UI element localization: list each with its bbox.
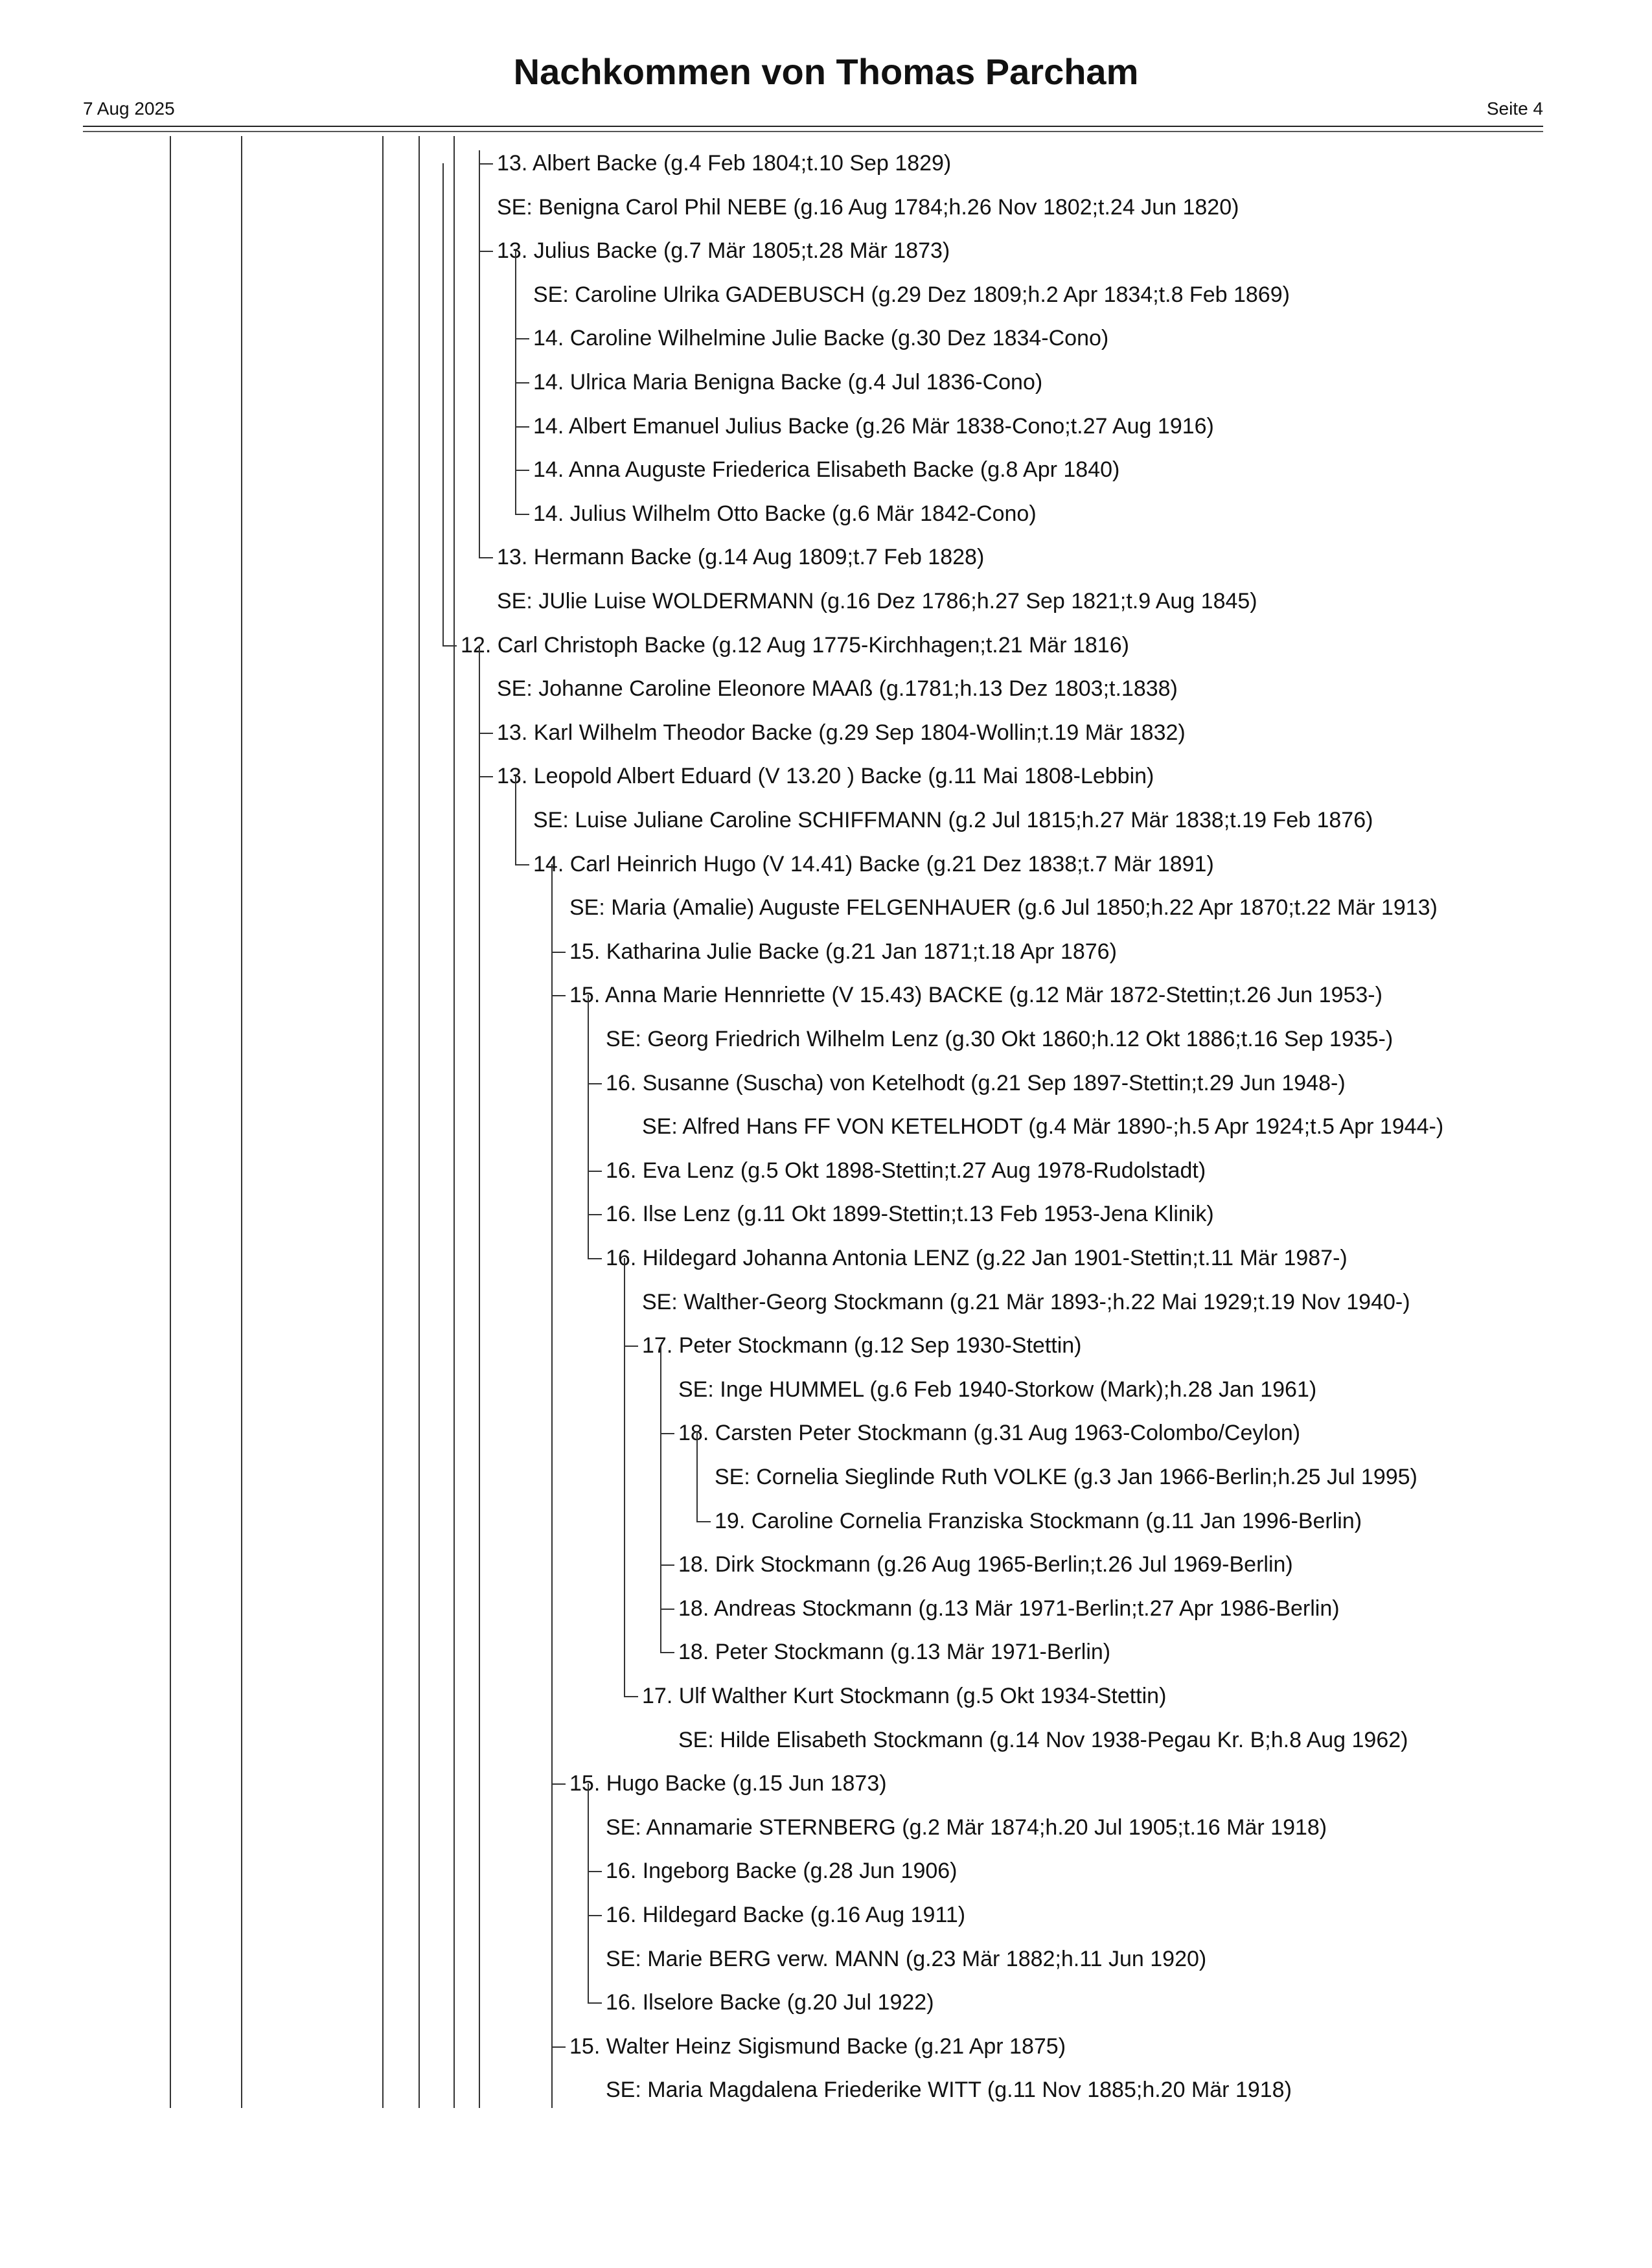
spouse-entry: SE: Georg Friedrich Wilhelm Lenz (g.30 Okt 1860;h.12 Okt 1886;t.16 Sep 1935-) bbox=[606, 1027, 1394, 1051]
tree-branch-line bbox=[479, 733, 480, 777]
tree-connector bbox=[588, 1171, 602, 1172]
tree-branch-line bbox=[660, 1346, 661, 1433]
tree-connector bbox=[515, 470, 529, 471]
tree-connector bbox=[660, 1433, 674, 1434]
spouse-entry: SE: Hilde Elisabeth Stockmann (g.14 Nov 1938-Pegau Kr. B;h.8 Aug 1962) bbox=[678, 1727, 1408, 1752]
tree-branch-line bbox=[551, 864, 553, 952]
spouse-entry: SE: Maria Magdalena Friederike WITT (g.11 Nov 1885;h.20 Mär 1918) bbox=[606, 2078, 1292, 2103]
descendant-entry: 17. Peter Stockmann (g.12 Sep 1930-Stettin) bbox=[642, 1333, 1082, 1358]
tree-branch-line bbox=[588, 1871, 589, 1915]
tree-branch-line bbox=[588, 995, 589, 1082]
tree-connector bbox=[551, 952, 566, 953]
tree-connector bbox=[588, 2002, 602, 2004]
tree-connector bbox=[515, 382, 529, 384]
tree-branch-line bbox=[515, 776, 516, 864]
tree-connector bbox=[588, 1871, 602, 1872]
tree-branch-line bbox=[588, 1783, 589, 1871]
spouse-entry: SE: Inge HUMMEL (g.6 Feb 1940-Storkow (Mark);h.28 Jan 1961) bbox=[678, 1377, 1317, 1402]
ancestor-guide-line bbox=[241, 136, 242, 2108]
descendant-entry: 13. Julius Backe (g.7 Mär 1805;t.28 Mär 1873) bbox=[497, 238, 950, 264]
descendant-entry: 13. Karl Wilhelm Theodor Backe (g.29 Sep 1804-Wollin;t.19 Mär 1832) bbox=[497, 720, 1186, 745]
tree-branch-line bbox=[624, 1258, 625, 1346]
ancestor-guide-line bbox=[419, 136, 420, 2108]
descendant-entry: 15. Anna Marie Hennriette (V 15.43) BACKE (g.12 Mär 1872-Stettin;t.26 Jun 1953-) bbox=[569, 983, 1382, 1008]
descendant-entry: 18. Carsten Peter Stockmann (g.31 Aug 1963-Colombo/Ceylon) bbox=[678, 1421, 1301, 1446]
tree-branch-line bbox=[660, 1564, 661, 1609]
descendant-entry: 16. Hildegard Johanna Antonia LENZ (g.22 Jan 1901-Stettin;t.11 Mär 1987-) bbox=[606, 1246, 1348, 1270]
tree-connector bbox=[551, 2046, 566, 2048]
tree-connector bbox=[660, 1652, 674, 1653]
tree-connector bbox=[624, 1346, 638, 1347]
spouse-entry: SE: Benigna Carol Phil NEBE (g.16 Aug 1784;h.26 Nov 1802;t.24 Jun 1820) bbox=[497, 194, 1239, 220]
descendant-entry: 12. Carl Christoph Backe (g.12 Aug 1775-Kirchhagen;t.21 Mär 1816) bbox=[461, 632, 1129, 658]
tree-branch-line bbox=[479, 150, 480, 163]
tree-connector bbox=[551, 1783, 566, 1785]
descendant-entry: 14. Julius Wilhelm Otto Backe (g.6 Mär 1842-Cono) bbox=[533, 501, 1037, 526]
descendant-entry: 13. Leopold Albert Eduard (V 13.20 ) Backe (g.11 Mai 1808-Lebbin) bbox=[497, 764, 1154, 789]
spouse-entry: SE: Cornelia Sieglinde Ruth VOLKE (g.3 Jan 1966-Berlin;h.25 Jul 1995) bbox=[715, 1465, 1417, 1489]
tree-branch-line bbox=[551, 1783, 553, 2046]
tree-branch-line bbox=[588, 1171, 589, 1215]
ancestor-guide-line bbox=[453, 136, 455, 2108]
descendant-entry: 13. Albert Backe (g.4 Feb 1804;t.10 Sep 1829) bbox=[497, 151, 952, 176]
spouse-entry: SE: Marie BERG verw. MANN (g.23 Mär 1882;h.11 Jun 1920) bbox=[606, 1946, 1207, 1971]
tree-connector bbox=[588, 1214, 602, 1215]
tree-branch-line bbox=[479, 645, 480, 733]
tree-connector bbox=[696, 1521, 711, 1522]
tree-connector bbox=[479, 557, 493, 558]
print-date: 7 Aug 2025 bbox=[83, 98, 175, 119]
page-title: Nachkommen von Thomas Parcham bbox=[513, 51, 1139, 92]
tree-branch-line bbox=[479, 163, 480, 251]
tree-branch-line bbox=[515, 426, 516, 470]
tree-connector bbox=[588, 1258, 602, 1259]
ancestor-guide-line bbox=[170, 136, 171, 2108]
tree-branch-line bbox=[479, 251, 480, 557]
tree-branch-line bbox=[551, 952, 553, 996]
tree-connector bbox=[660, 1564, 674, 1566]
descendant-entry: 16. Ilselore Backe (g.20 Jul 1922) bbox=[606, 1990, 934, 2015]
descendant-entry: 16. Hildegard Backe (g.16 Aug 1911) bbox=[606, 1903, 966, 1927]
descendant-entry: 16. Ingeborg Backe (g.28 Jun 1906) bbox=[606, 1859, 958, 1884]
descendant-entry: 13. Hermann Backe (g.14 Aug 1809;t.7 Feb 1828) bbox=[497, 545, 985, 570]
tree-connector bbox=[515, 426, 529, 428]
tree-connector bbox=[479, 163, 493, 165]
tree-connector bbox=[515, 514, 529, 515]
descendant-entry: 14. Albert Emanuel Julius Backe (g.26 Mär 1838-Cono;t.27 Aug 1916) bbox=[533, 413, 1214, 439]
descendant-entry: 16. Ilse Lenz (g.11 Okt 1899-Stettin;t.13 Feb 1953-Jena Klinik) bbox=[606, 1202, 1214, 1227]
tree-connector bbox=[479, 733, 493, 734]
tree-connector bbox=[442, 645, 457, 647]
descendant-entry: 15. Walter Heinz Sigismund Backe (g.21 Apr 1875) bbox=[569, 2033, 1066, 2059]
descendant-entry: 16. Susanne (Suscha) von Ketelhodt (g.21 Sep 1897-Stettin;t.29 Jun 1948-) bbox=[606, 1070, 1346, 1095]
tree-branch-line bbox=[515, 470, 516, 514]
tree-branch-line bbox=[442, 163, 444, 645]
spouse-entry: SE: Maria (Amalie) Auguste FELGENHAUER (g.6 Jul 1850;h.22 Apr 1870;t.22 Mär 1913) bbox=[569, 895, 1438, 921]
tree-connector bbox=[660, 1609, 674, 1610]
spouse-entry: SE: Walther-Georg Stockmann (g.21 Mär 1893-;h.22 Mai 1929;t.19 Nov 1940-) bbox=[642, 1289, 1410, 1314]
descendant-entry: 18. Peter Stockmann (g.13 Mär 1971-Berlin) bbox=[678, 1640, 1111, 1665]
tree-connector bbox=[479, 251, 493, 252]
descendant-entry: 15. Hugo Backe (g.15 Jun 1873) bbox=[569, 1771, 887, 1796]
ancestor-guide-line bbox=[382, 136, 384, 2108]
descendant-entry: 15. Katharina Julie Backe (g.21 Jan 1871;t.18 Apr 1876) bbox=[569, 939, 1117, 964]
tree-branch-line bbox=[588, 1214, 589, 1258]
tree-connector bbox=[624, 1696, 638, 1697]
descendant-entry: 16. Eva Lenz (g.5 Okt 1898-Stettin;t.27 Aug 1978-Rudolstadt) bbox=[606, 1158, 1206, 1183]
descendant-entry: 14. Ulrica Maria Benigna Backe (g.4 Jul 1836-Cono) bbox=[533, 370, 1043, 395]
tree-branch-line bbox=[588, 1915, 589, 2002]
tree-branch-line bbox=[551, 995, 553, 1783]
tree-branch-line bbox=[515, 251, 516, 338]
tree-branch-line bbox=[660, 1609, 661, 1653]
tree-branch-line bbox=[479, 776, 480, 2108]
tree-branch-line bbox=[588, 1083, 589, 1171]
tree-branch-line bbox=[624, 1346, 625, 1696]
spouse-entry: SE: Luise Juliane Caroline SCHIFFMANN (g.2 Jul 1815;h.27 Mär 1838;t.19 Feb 1876) bbox=[533, 808, 1373, 832]
spouse-entry: SE: Caroline Ulrika GADEBUSCH (g.29 Dez 1809;h.2 Apr 1834;t.8 Feb 1869) bbox=[533, 282, 1290, 307]
descendant-entry: 18. Dirk Stockmann (g.26 Aug 1965-Berlin;t.26 Jul 1969-Berlin) bbox=[678, 1552, 1293, 1577]
tree-connector bbox=[551, 995, 566, 996]
tree-branch-line bbox=[660, 1433, 661, 1564]
spouse-entry: SE: JUlie Luise WOLDERMANN (g.16 Dez 1786;h.27 Sep 1821;t.9 Aug 1845) bbox=[497, 589, 1257, 613]
tree-branch-line bbox=[515, 382, 516, 426]
tree-connector bbox=[588, 1915, 602, 1916]
descendant-entry: 14. Carl Heinrich Hugo (V 14.41) Backe (g.21 Dez 1838;t.7 Mär 1891) bbox=[533, 851, 1214, 876]
spouse-entry: SE: Johanne Caroline Eleonore MAAß (g.1781;h.13 Dez 1803;t.1838) bbox=[497, 676, 1178, 702]
descendant-entry: 14. Caroline Wilhelmine Julie Backe (g.30 Dez 1834-Cono) bbox=[533, 326, 1109, 351]
spouse-entry: SE: Alfred Hans FF VON KETELHODT (g.4 Mär 1890-;h.5 Apr 1924;t.5 Apr 1944-) bbox=[642, 1114, 1444, 1140]
tree-connector bbox=[479, 776, 493, 777]
descendant-entry: 18. Andreas Stockmann (g.13 Mär 1971-Berlin;t.27 Apr 1986-Berlin) bbox=[678, 1596, 1340, 1621]
tree-branch-line bbox=[551, 2046, 553, 2108]
descendant-entry: 17. Ulf Walther Kurt Stockmann (g.5 Okt 1934-Stettin) bbox=[642, 1684, 1167, 1708]
tree-branch-line bbox=[696, 1433, 698, 1520]
tree-branch-line bbox=[515, 338, 516, 382]
tree-connector bbox=[588, 1083, 602, 1084]
descendant-entry: 19. Caroline Cornelia Franziska Stockmann (g.11 Jan 1996-Berlin) bbox=[715, 1508, 1362, 1533]
page-number: Seite 4 bbox=[1486, 98, 1543, 119]
spouse-entry: SE: Annamarie STERNBERG (g.2 Mär 1874;h.20 Jul 1905;t.16 Mär 1918) bbox=[606, 1815, 1327, 1840]
descendant-entry: 14. Anna Auguste Friederica Elisabeth Backe (g.8 Apr 1840) bbox=[533, 457, 1120, 483]
tree-connector bbox=[515, 864, 529, 865]
tree-connector bbox=[515, 338, 529, 339]
